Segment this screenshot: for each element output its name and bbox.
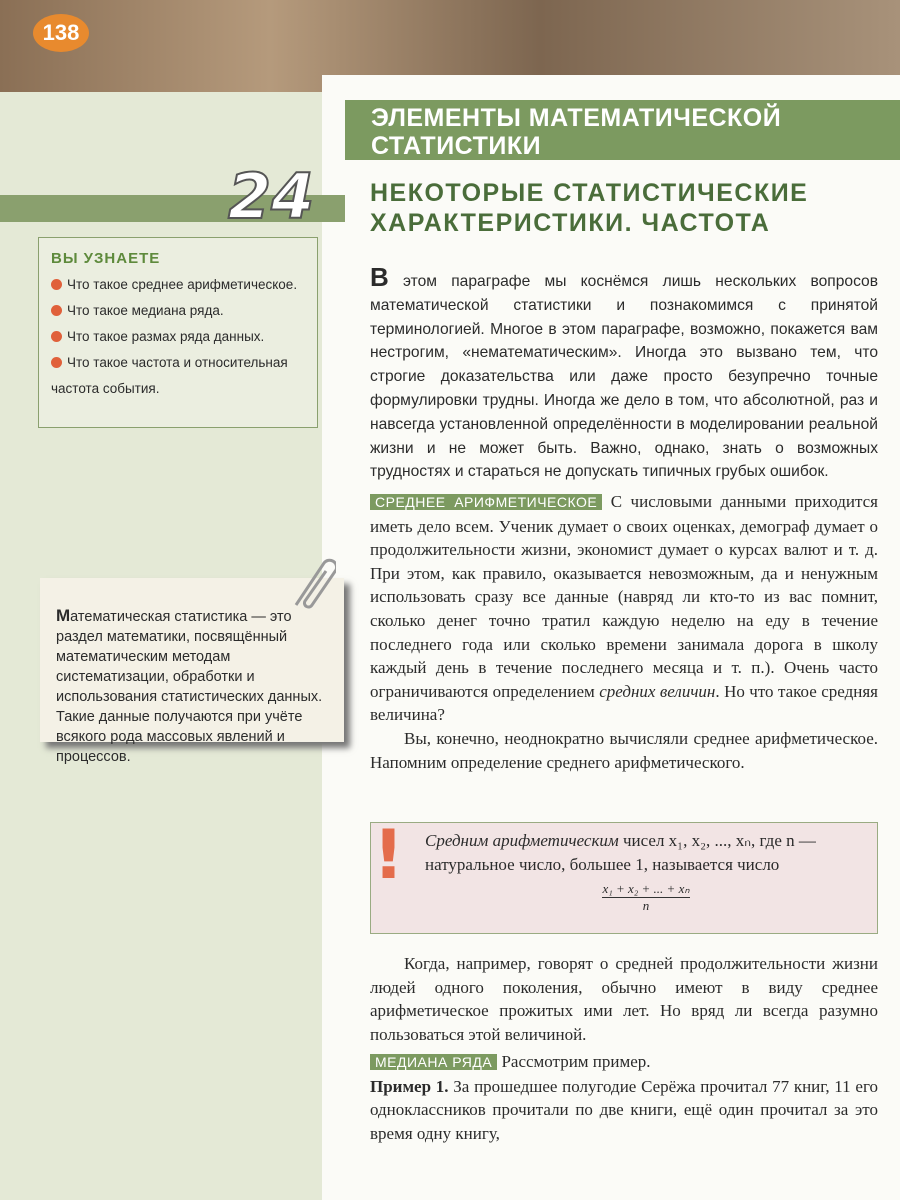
you-will-learn-box: [38, 237, 318, 428]
learn-item: Что такое среднее арифметическое.: [51, 272, 305, 298]
learn-item: Что такое размах ряда данных.: [51, 324, 305, 350]
exclamation-icon: !: [373, 816, 405, 895]
section-number: 24: [228, 160, 315, 233]
bullet-icon: [51, 279, 62, 290]
median-paragraph: МЕДИАНА РЯДА Рассмотрим пример. Пример 1. За прошедшее полугодие Серёжа прочитал 77 книг, 11 его одноклассников прочитали по две книги, ещё один прочитал за это время одну книгу,: [370, 1052, 878, 1143]
intro-paragraph: В этом параграфе мы коснёмся лишь нескольких вопросов математической статистики и познакомимся с принятой терминологией. Многое в этом параграфе, возможно, покажется вам нестрогим, «нематематическим». Иногда это вызвано тем, что строгие доказательства или даже просто безупречно точные формулировки трудны. Иногда же дело в том, что абсолютной, раз и навсегда установленной определённости в моделировании реальной жизни и не может быть. Важно, однако, знать о возможных трудностях и стараться не допускать типичных грубых ошибок.: [370, 262, 878, 481]
learn-item: Что такое частота и относительная частота события.: [51, 355, 288, 396]
life-expectancy-paragraph: Когда, например, говорят о средней продолжительности жизни людей одного поколения, обычно имеют в виду среднее арифметическое прожитых ими лет. Но вряд ли всегда разумно пользоваться этой величиной.: [370, 954, 878, 1044]
section-title: НЕКОТОРЫЕ СТАТИСТИЧЕСКИЕ ХАРАКТЕРИСТИКИ. ЧАСТОТА: [370, 179, 809, 237]
definition-note-card: Математическая статистика — это раздел математики, посвящённый математическим методам систематизации, обработки и использования статистических данных. Такие данные получаются при учёте всякого рода массовых явлений и процессов.: [40, 578, 344, 742]
mean-paragraph-2: Вы, конечно, неоднократно вычисляли среднее арифметическое. Напомним определение среднего арифметического.: [370, 729, 878, 772]
bullet-icon: [51, 305, 62, 316]
definition-box: Средним арифметическим чисел x₁, x₂, ..., xₙ, где n — натуральное число, большее 1, называется число x₁ + x₂ + ... + xₙ n: [370, 822, 878, 934]
learn-heading: ВЫ УЗНАЕТЕ: [51, 250, 161, 267]
mean-paragraph: СРЕДНЕЕ АРИФМЕТИЧЕСКОЕ С числовыми данными приходится иметь дело всем. Ученик думает о своих оценках, демограф думает о продолжительности жизни, экономист думает о курсах валют и т. д. При этом, как правило, оказывается невозможным, да и ненужным использовать сразу все данные (навряд ли кто-то из вас помнит, сколько денег точно тратил каждую неделю на еду в течение последнего года или сколько времени занимала дорога в школу каждый день в течение последнего месяца и т. п.). Очень часто ограничиваются определением средних величин. Но что такое средняя величина?: [370, 492, 878, 725]
learn-item: Что такое медиана ряда.: [51, 298, 305, 324]
paperclip-icon: [286, 555, 336, 610]
bullet-icon: [51, 331, 62, 342]
chapter-title: ЭЛЕМЕНТЫ МАТЕМАТИЧЕСКОЙ СТАТИСТИКИ: [345, 100, 900, 160]
median-tag: МЕДИАНА РЯДА: [370, 1054, 497, 1070]
mean-tag: СРЕДНЕЕ АРИФМЕТИЧЕСКОЕ: [370, 494, 602, 510]
page-number: 138: [33, 14, 89, 52]
bullet-icon: [51, 357, 62, 368]
mean-formula: x₁ + x₂ + ... + xₙ n: [602, 881, 690, 913]
